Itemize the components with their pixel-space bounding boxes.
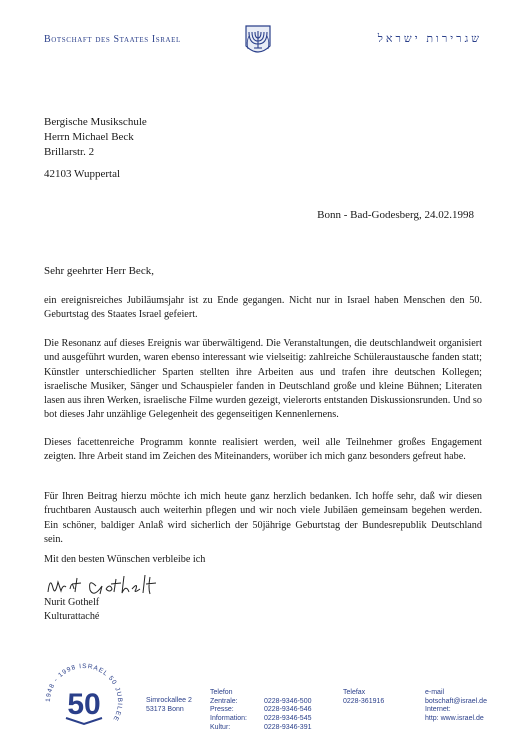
- footer-contact: [425, 689, 520, 724]
- footer-telefon-row: [210, 706, 320, 715]
- footer-telefon-row-value: 0228-9346-545: [264, 715, 312, 723]
- footer-email-label: e-mail: [425, 689, 445, 696]
- letterhead-org-hebrew: שגרירות ישראל: [377, 33, 482, 45]
- footer-email-link[interactable]: botschaft@israel.de: [425, 697, 487, 705]
- footer-address: [146, 697, 206, 714]
- closing: Mit den besten Wünschen verbleibe ich: [44, 554, 206, 565]
- footer-telefon-row-value: 0228-9346-391: [264, 723, 312, 731]
- footer-telefon-row-label: Zentrale:: [210, 697, 238, 705]
- signer-title: Kulturattaché: [44, 610, 100, 622]
- footer-telefon-row-label: Presse:: [210, 706, 234, 714]
- footer-telefon-row-value: 0228-9346-546: [264, 706, 312, 714]
- body-paragraph: Die Resonanz auf dieses Ereignis war überwältigend. Die Veranstaltungen, die deutschlandweit organisiert und ausgeführt wurden, waren ebenso interessant wie vielseitig: zahlreiche Schüleraustausche fanden statt; Künstler unterschiedlicher Sparten stellten ihre Arbeiten aus und trafen ihre deutschen Kollegen; israelische Musiker, Sänger und Schauspieler fanden in Deutschland große und kleine Bühnen; Literaten lasen aus ihren Werken, israelische Filme wurden gezeigt, vielerorts entstanden Diskussionsrunden. Und so bot dieses Jahr unzählige Gelegenheit des gegenseitigen Kennenlernens.: [44, 338, 482, 421]
- jubilee-50-logo-icon: [40, 658, 128, 746]
- footer-telefon: [210, 689, 320, 733]
- recipient-address: [44, 115, 147, 160]
- body-paragraph: ein ereignisreiches Jubiläumsjahr ist zu Ende gegangen. Nicht nur in Israel haben Menschen den 50. Geburtstag des Staates Israel gefeiert.: [44, 295, 482, 321]
- footer-telefon-row-value: 0228-9346-500: [264, 697, 312, 705]
- recipient-line: Brillarstr. 2: [44, 146, 95, 158]
- footer-address-line: Simrockallee 2: [146, 697, 192, 704]
- footer-internet-label: Internet:: [425, 706, 451, 714]
- letterhead-org-german: Botschaft des Staates Israel: [44, 34, 181, 45]
- signer-block: [44, 596, 99, 623]
- jubilee-ring-text: 1948 - 1998 ISRAEL 50 JUBILEE: [44, 662, 124, 723]
- footer-address-line: 53173 Bonn: [146, 705, 184, 713]
- menorah-emblem-icon: [244, 24, 272, 58]
- footer-telefon-row: [210, 715, 320, 724]
- footer-telefon-label: Telefon: [210, 689, 233, 696]
- dateline: Bonn - Bad-Godesberg, 24.02.1998: [317, 209, 474, 221]
- footer-telefon-row: [210, 698, 320, 707]
- footer-internet-link[interactable]: http: www.israel.de: [425, 715, 484, 723]
- recipient-line: Bergische Musikschule: [44, 116, 147, 128]
- footer-telefon-row-label: Information:: [210, 715, 247, 723]
- body-paragraph: Dieses facettenreiche Programm konnte realisiert werden, weil alle Teilnehmer großes Engagement zeigten. Ihre Arbeit stand im Zeichen des Miteinanders, worüber ich mich ganz besonders gefreut habe.: [44, 437, 482, 463]
- jubilee-number: 50: [67, 688, 101, 721]
- footer-telefon-row: [210, 724, 320, 733]
- recipient-city: 42103 Wuppertal: [44, 168, 121, 180]
- footer-telefon-row-label: Kultur:: [210, 723, 231, 731]
- footer-telefax-label: Telefax: [343, 689, 366, 696]
- signer-name: Nurit Gothelf: [44, 597, 100, 608]
- salutation: Sehr geehrter Herr Beck,: [44, 265, 154, 277]
- footer-telefax: [343, 689, 413, 706]
- footer-telefax-value: 0228-361916: [343, 697, 385, 705]
- recipient-line: Herrn Michael Beck: [44, 131, 134, 143]
- body-paragraph: Für Ihren Beitrag hierzu möchte ich mich heute ganz herzlich bedanken. Ich hoffe sehr, daß wir diesen fruchtbaren Austausch auch weiterhin pflegen und wir noch viele Jubiläen gemeinsam begehen werden. Ein schöner, baldiger Anlaß wird sicherlich der 50jährige Geburtstag der Bundesrepublik Deutschland sein.: [44, 491, 482, 545]
